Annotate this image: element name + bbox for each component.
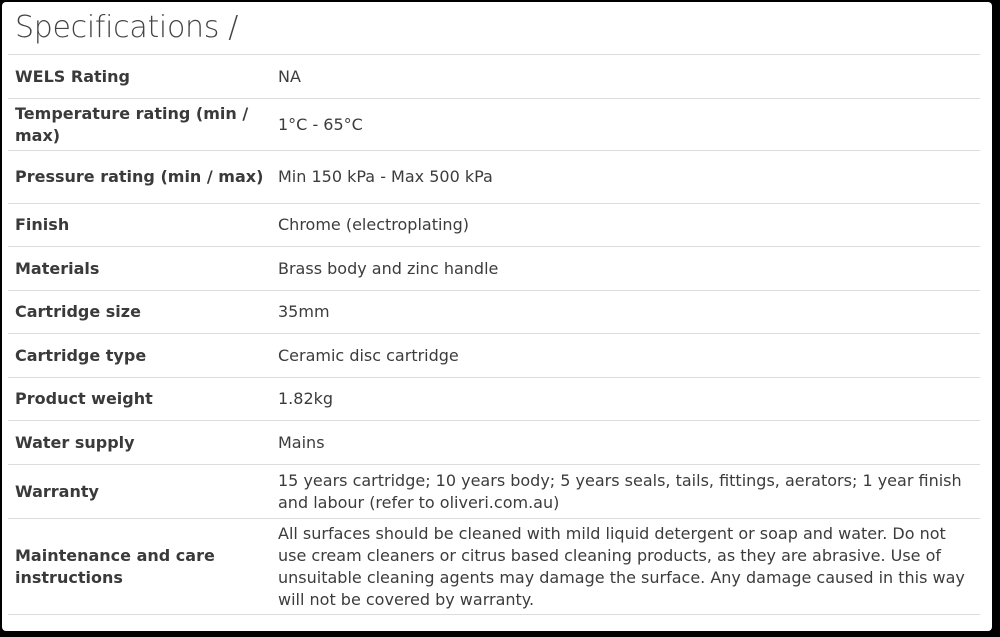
spec-value: Min 150 kPa - Max 500 kPa <box>271 151 980 204</box>
spec-label: Maintenance and care instructions <box>8 519 271 615</box>
spec-label: Water supply <box>8 421 271 465</box>
spec-value: 35mm <box>271 291 980 334</box>
table-row <box>8 421 980 465</box>
spec-label: WELS Rating <box>8 55 271 99</box>
spec-label: Warranty <box>8 465 271 519</box>
spec-value: NA <box>271 55 980 99</box>
table-row <box>8 151 980 204</box>
table-row <box>8 519 980 615</box>
table-row <box>8 334 980 378</box>
spec-label: Pressure rating (min / max) <box>8 151 271 204</box>
specifications-panel <box>2 2 992 631</box>
spec-label: Materials <box>8 247 271 291</box>
table-row <box>8 99 980 151</box>
spec-value: Chrome (electroplating) <box>271 204 980 247</box>
spec-value: 1.82kg <box>271 378 980 421</box>
spec-label: Temperature rating (min / max) <box>8 99 271 151</box>
spec-label: Finish <box>8 204 271 247</box>
spec-value: Mains <box>271 421 980 465</box>
table-row <box>8 291 980 334</box>
spec-value: Brass body and zinc handle <box>271 247 980 291</box>
table-row <box>8 204 980 247</box>
table-row <box>8 55 980 99</box>
table-row <box>8 465 980 519</box>
table-row <box>8 247 980 291</box>
spec-label: Product weight <box>8 378 271 421</box>
spec-value: 1°C - 65°C <box>271 99 980 151</box>
table-row <box>8 378 980 421</box>
spec-label: Cartridge size <box>8 291 271 334</box>
page-title: Specifications / <box>15 10 239 45</box>
spec-label: Cartridge type <box>8 334 271 378</box>
specifications-table <box>8 54 980 615</box>
spec-value: All surfaces should be cleaned with mild liquid detergent or soap and water. Do not use cream cleaners or citrus based cleaning products, as they are abrasive. Use of unsuitable cleaning agents may damage the surface. Any damage caused in this way will not be covered by warranty. <box>271 519 980 615</box>
spec-value: 15 years cartridge; 10 years body; 5 years seals, tails, fittings, aerators; 1 year finish and labour (refer to oliveri.com.au) <box>271 465 980 519</box>
spec-value: Ceramic disc cartridge <box>271 334 980 378</box>
